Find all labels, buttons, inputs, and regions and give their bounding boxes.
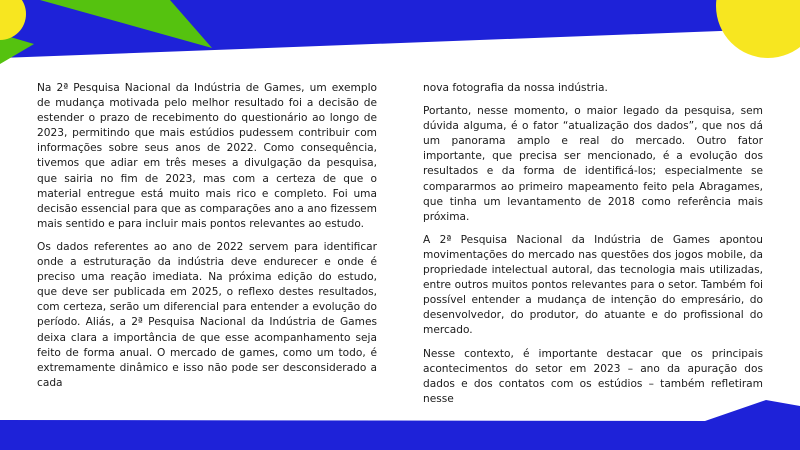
paragraph: Portanto, nesse momento, o maior legado da pesquisa, sem dúvida alguma, é o fator “atualização dos dados”, que nos dá um panorama amplo e real do mercado. Outro fator importante, que precisa ser mencionado, é a evolução dos resultados e da forma de identificá-los; especialmente se compararmos ao primeiro mapeamento feito pela Abragames, que tinha um levantamento de 2018 como referência mais próxima. <box>423 105 763 223</box>
paragraph: Nesse contexto, é importante destacar que os principais acontecimentos do setor em 2023 – ano da apuração dos dados e dos contatos com os estúdios – também refletiram nesse <box>423 347 763 405</box>
left-text-column <box>37 81 377 399</box>
top-right-yellow-circle <box>716 0 800 58</box>
right-text-column <box>423 81 763 415</box>
paragraph: Os dados referentes ao ano de 2022 servem para identificar onde a estruturação da indústria deve endurecer e onde é preciso uma reação imediata. Na próxima edição do estudo, que deve ser publicada em 2025, o reflexo destes resultados, com certeza, serão um diferencial para entender a evolução do período. Aliás, a 2ª Pesquisa Nacional da Indústria de Games deixa clara a importância de que esse acompanhamento seja feito de forma anual. O mercado de games, como um todo, é extremamente dinâmico e isso não pode ser desconsiderado a cada <box>37 240 377 389</box>
paragraph: nova fotografia da nossa indústria. <box>423 82 608 94</box>
paragraph: Na 2ª Pesquisa Nacional da Indústria de Games, um exemplo de mudança motivada pelo melhor resultado foi a decisão de estender o prazo de recebimento do questionário ao longo de 2023, permitindo que mais estúdios pudessem contribuir com informações sobre seus anos de 2022. Como consequência, tivemos que adiar em três meses a divulgação da pesquisa, que sairia no fim de 2023, mas com a certeza de que o material entregue está muito mais rico e completo. Foi uma decisão essencial para que as comparações ano a ano fizessem mais sentido e para incluir mais pontos relevantes ao estudo. <box>37 82 377 230</box>
paragraph: A 2ª Pesquisa Nacional da Indústria de Games apontou movimentações do mercado nas questões dos jogos mobile, da propriedade intelectual autoral, das tecnologia mais utilizadas, entre outros muitos pontos relevantes para o setor. Também foi possível entender a mudança de intenção do empresário, do desenvolvedor, do produtor, do atuante e do profissional do mercado. <box>423 233 763 337</box>
